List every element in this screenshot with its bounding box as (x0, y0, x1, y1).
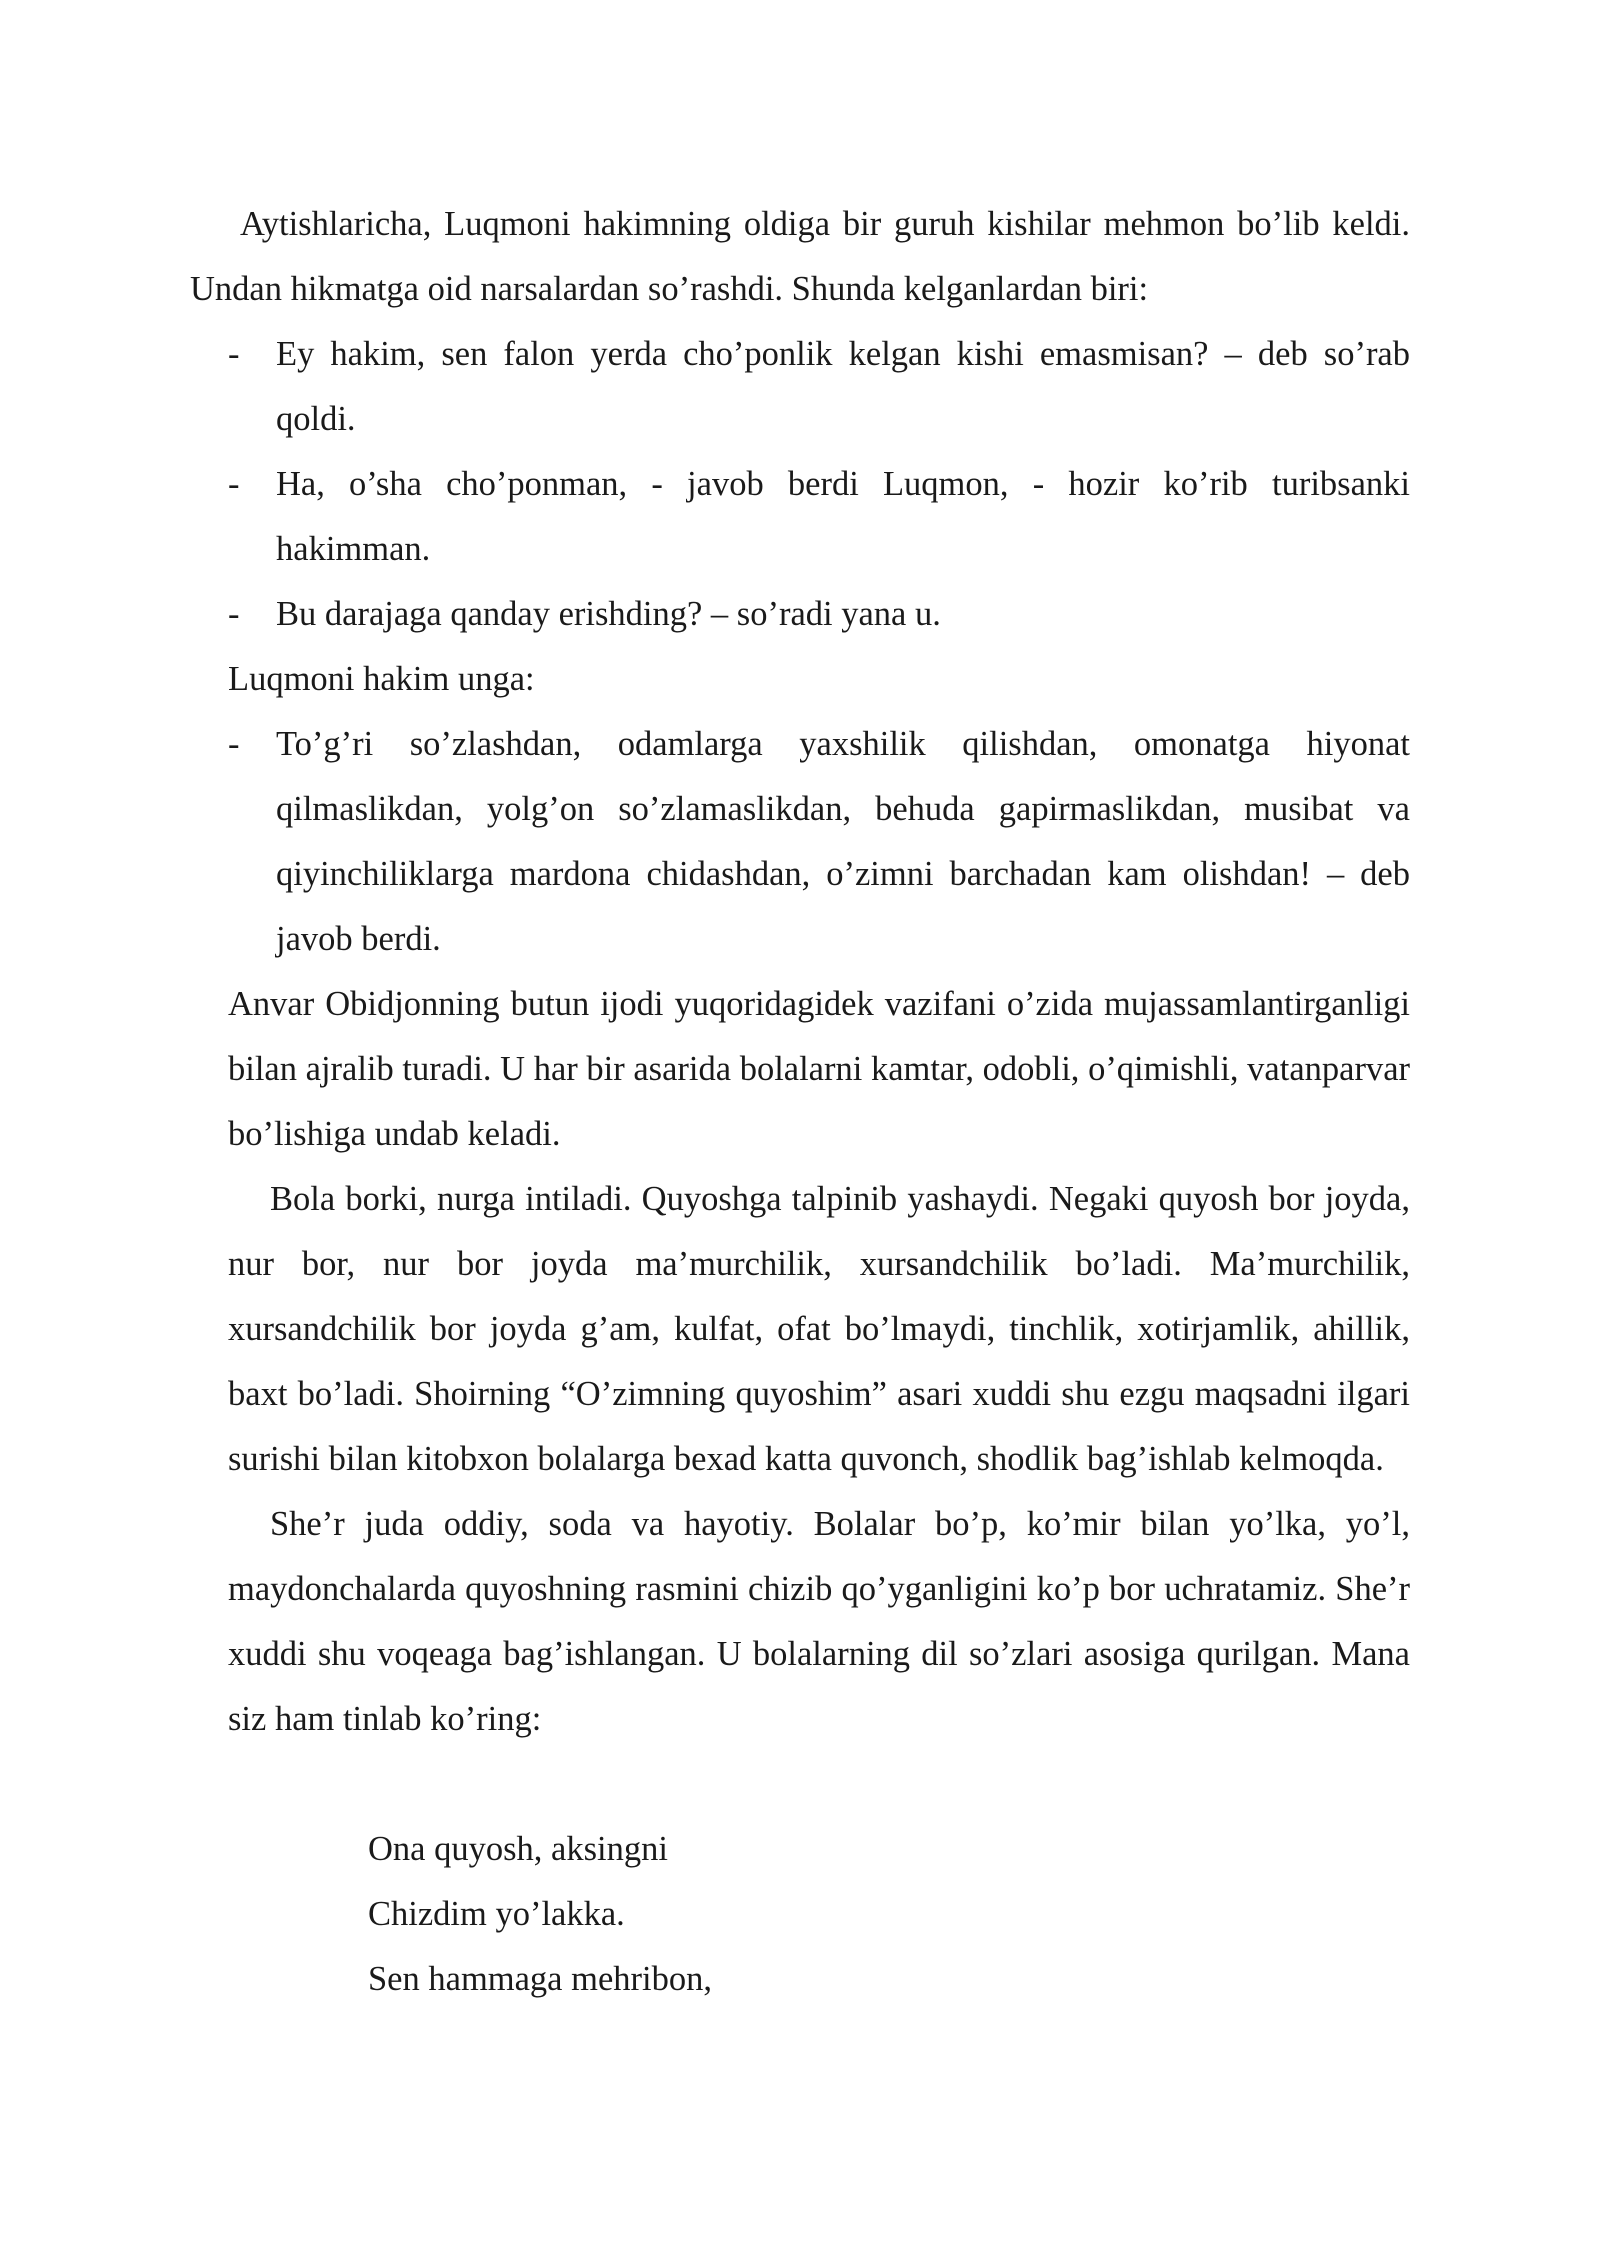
poem-line-1: Ona quyosh, aksingni (368, 1830, 668, 1868)
paragraph-anvar: Anvar Obidjonning butun ijodi yuqoridagidek vazifani o’zida mujassamlantirganligi bilan ajralib turadi. U har bir asarida bolalarni kamtar, odobli, o’qimishli, vatanparvar bo’lishiga undab keladi. (228, 985, 1410, 1153)
poem-line-3: Sen hammaga mehribon, (368, 1960, 712, 1998)
dialog-line-2 (228, 452, 1410, 582)
dialog-line-3 (228, 582, 1410, 647)
dialog-text-3: Bu darajaga qanday erishding? – so’radi yana u. (276, 595, 941, 633)
poem-excerpt (228, 1817, 1410, 2012)
paragraph-sher: She’r juda oddiy, soda va hayotiy. Bolalar bo’p, ko’mir bilan yo’lka, yo’l, maydonchalarda quyoshning rasmini chizib qo’yganligini ko’p bor uchratamiz. She’r xuddi shu voqeaga bag’ishlangan. U bolalarning dil so’zlari asosiga qurilgan. Mana siz ham tinlab ko’ring: (228, 1505, 1410, 1738)
dialog-line-1 (228, 322, 1410, 452)
dash-marker: - (228, 465, 240, 503)
dialog-text-1: Ey hakim, sen falon yerda cho’ponlik kelgan kishi emasmisan? – deb so’rab qoldi. (276, 335, 1410, 438)
poem-line-2: Chizdim yo’lakka. (368, 1895, 625, 1933)
paragraph-narration: Luqmoni hakim unga: (228, 660, 535, 698)
dash-marker: - (228, 725, 240, 763)
dialog-line-4 (228, 712, 1410, 972)
body-text (190, 192, 1410, 2012)
paragraph-bola: Bola borki, nurga intiladi. Quyoshga talpinib yashaydi. Negaki quyosh bor joyda, nur bor, nur bor joyda ma’murchilik, xursandchilik bo’ladi. Ma’murchilik, xursandchilik bor joyda g’am, kulfat, ofat bo’lmaydi, tinchlik, xotirjamlik, ahillik, baxt bo’ladi. Shoirning “O’zimning quyoshim” asari xuddi shu ezgu maqsadni ilgari surishi bilan kitobxon bolalarga bexad katta quvonch, shodlik bag’ishlab kelmoqda. (228, 1180, 1410, 1478)
dash-marker: - (228, 335, 240, 373)
paragraph-intro: Aytishlaricha, Luqmoni hakimning oldiga bir guruh kishilar mehmon bo’lib keldi. Undan hikmatga oid narsalardan so’rashdi. Shunda kelganlardan biri: (190, 205, 1410, 308)
dash-marker: - (228, 595, 240, 633)
dialog-text-2: Ha, o’sha cho’ponman, - javob berdi Luqmon, - hozir ko’rib turibsanki hakimman. (276, 465, 1410, 568)
dialog-text-4: To’g’ri so’zlashdan, odamlarga yaxshilik qilishdan, omonatga hiyonat qilmaslikdan, yolg’on so’zlamaslikdan, behuda gapirmaslikdan, musibat va qiyinchiliklarga mardona chidashdan, o’zimni barchadan kam olishdan! – deb javob berdi. (276, 725, 1410, 958)
